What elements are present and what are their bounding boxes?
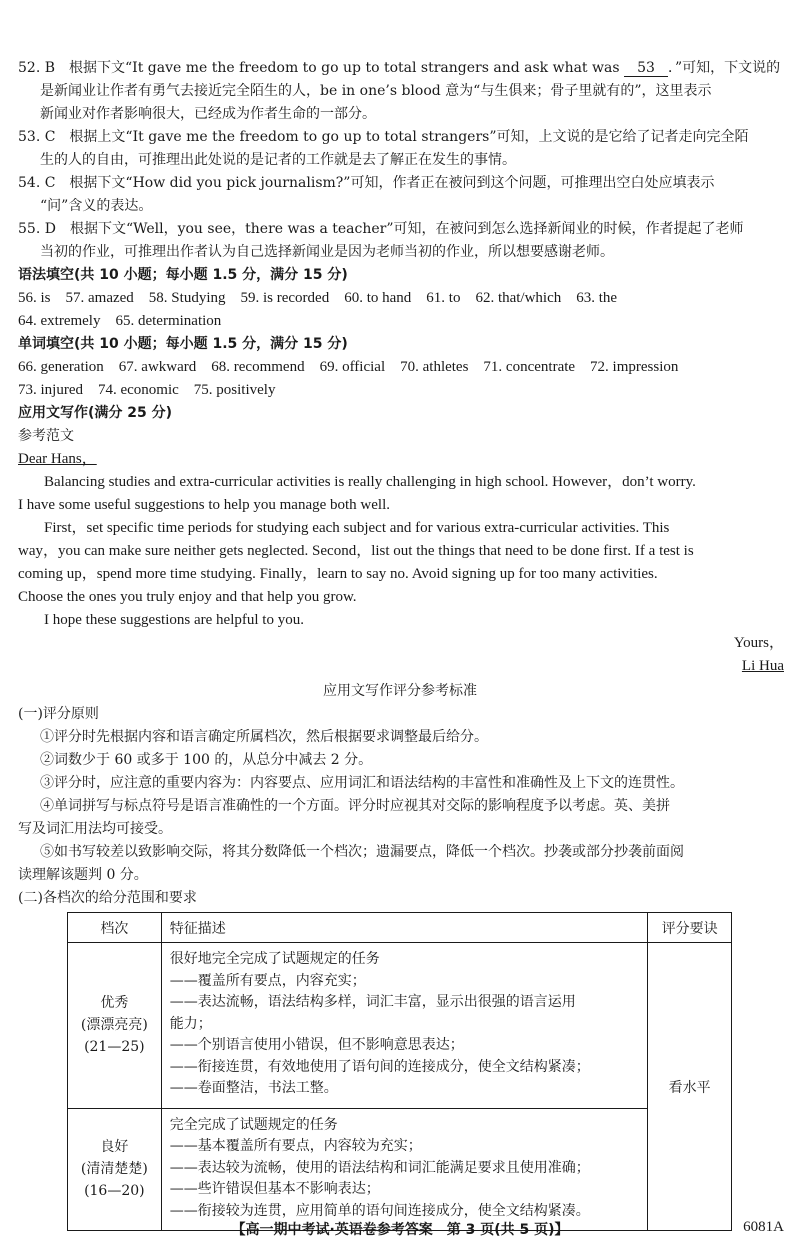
letter-closing: Yours，: [733, 635, 784, 651]
grammar-heading: 语法填空(共 10 小题；每小题 1.5 分，满分 15 分): [18, 267, 348, 283]
rubric-rule: ①评分时先根据内容和语言确定所属档次，然后根据要求调整最后给分。: [40, 729, 488, 745]
rubric-rule: ④单词拼写与标点符号是语言准确性的一个方面。评分时应视其对交际的影响程度予以考虑。英、美拼: [40, 798, 670, 814]
level-name: 良好: [100, 1139, 129, 1156]
letter-p1-line2: I have some useful suggestions to help you manage both well.: [18, 497, 391, 513]
answer-52-text: 52. B 根据下文“It gave me the freedom to go up to total strangers and ask what was: [18, 60, 624, 76]
letter-p2-line4: Choose the ones you truly enjoy and that help you grow.: [18, 589, 357, 605]
rubric-rule: ③评分时，应注意的重要内容为：内容要点、应用词汇和语法结构的丰富性和准确性及上下文的连贯性。: [40, 775, 684, 791]
desc-line: ——个别语言使用小错误，但不影响意思表达；: [169, 1037, 464, 1053]
letter-p3: I hope these suggestions are helpful to you.: [44, 612, 304, 628]
grammar-answers-row1: 56. is 57. amazed 58. Studying 59. is recorded 60. to hand 61. to 62. that/which 63. the: [18, 290, 618, 306]
rubric-rule: 写及词汇用法均可接受。: [18, 821, 172, 837]
paper-code: 6081A: [743, 1219, 784, 1235]
answer-54-line2: “问”含义的表达。: [40, 198, 153, 214]
sample-label: 参考范文: [18, 428, 74, 444]
vocab-heading: 单词填空(共 10 小题；每小题 1.5 分，满分 15 分): [18, 336, 348, 352]
desc-line: 很好地完全完成了试题规定的任务: [169, 951, 380, 967]
answer-52-line3: 新闻业对作者影响很大，已经成为作者生命的一部分。: [40, 106, 376, 122]
letter-p2-line2: way，you can make sure neither gets neglected. Second，list out the things that need to be done first. If a test is: [18, 543, 694, 559]
desc-line: ——衔接连贯，有效地使用了语句间的连接成分，使全文结构紧凑；: [169, 1058, 590, 1075]
letter-p2-line3: coming up，spend more time studying. Finally，learn to say no. Avoid signing up for too many activities.: [18, 566, 658, 582]
desc-line: ——卷面整洁，书法工整。: [169, 1080, 338, 1096]
table-header-description: 特征描述: [161, 913, 648, 943]
level-excellent-description: [161, 943, 648, 1109]
desc-line: ——衔接较为连贯，应用简单的语句间连接成分，使全文结构紧凑。: [169, 1202, 590, 1219]
rubric-sub2: (二)各档次的给分范围和要求: [18, 890, 197, 906]
answer-53-line1: 53. C 根据上文“It gave me the freedom to go up to total strangers”可知，上文说的是它给了记者走向完全陌: [18, 129, 749, 145]
letter-p1-line1: Balancing studies and extra-curricular activities is really challenging in high school. However，don’t worry.: [44, 474, 696, 490]
level-tag: (清清楚楚): [80, 1161, 148, 1178]
answer-52-line2: 是新闻业让作者有勇气去接近完全陌生的人，be in one’s blood 意为“与生俱来；骨子里就有的”，这里表示: [40, 83, 712, 99]
level-tag: (漂漂亮亮): [80, 1017, 148, 1034]
page-footer: 【高一期中考试·英语卷参考答案 第 3 页(共 5 页)】: [231, 1222, 569, 1238]
answer-52-text-tail: ．”可知，下文说的: [667, 60, 781, 76]
answer-55-line1: 55. D 根据下文“Well，you see，there was a teacher”可知，在被问到怎么选择新闻业的时候，作者提起了老师: [18, 221, 744, 237]
answer-52-line1: [18, 58, 780, 78]
rubric-title: 应用文写作评分参考标准: [323, 683, 477, 699]
table-header-key: 评分要诀: [648, 913, 732, 943]
rubric-rule: 读理解该题判 0 分。: [18, 867, 148, 883]
letter-greeting: Dear Hans，: [18, 451, 97, 467]
desc-line: ——表达较为流畅，使用的语法结构和词汇能满足要求且使用准确；: [169, 1159, 590, 1176]
level-excellent: [68, 943, 162, 1109]
rubric-sub1: (一)评分原则: [18, 706, 99, 722]
desc-line: ——些许错误但基本不影响表达；: [169, 1181, 380, 1197]
rubric-rule: ②词数少于 60 或多于 100 的，从总分中减去 2 分。: [40, 752, 373, 768]
answer-55-line2: 当初的作业，可推理出作者认为自己选择新闻业是因为老师当初的作业，所以想要感谢老师。: [40, 244, 614, 260]
level-range: (16—20): [84, 1183, 145, 1200]
desc-line: ——基本覆盖所有要点，内容较为充实；: [169, 1138, 422, 1154]
answer-54-line1: 54. C 根据下文“How did you pick journalism?”可知，作者正在被问到这个问题，可推理出空白处应填表示: [18, 175, 715, 191]
scoring-key-cell: 看水平: [648, 943, 732, 1231]
scoring-table: [67, 912, 732, 1231]
desc-line: 完全完成了试题规定的任务: [169, 1116, 338, 1133]
letter-signature: Li Hua: [741, 658, 784, 674]
rubric-rule: ⑤如书写较差以致影响交际，将其分数降低一个档次；遗漏要点，降低一个档次。抄袭或部分抄袭前面阅: [40, 844, 684, 860]
vocab-answers-row2: 73. injured 74. economic 75. positively: [18, 382, 276, 398]
level-good: [68, 1108, 162, 1231]
level-name: 优秀: [100, 995, 129, 1012]
table-row: [68, 943, 732, 1109]
desc-line: ——表达流畅，语法结构多样，词汇丰富，显示出很强的语言运用: [169, 994, 576, 1010]
letter-p2-line1: First，set specific time periods for studying each subject and for various extra-curricular activities. This: [44, 520, 670, 536]
vocab-answers-row1: 66. generation 67. awkward 68. recommend 69. official 70. athletes 71. concentrate 72. impression: [18, 359, 679, 375]
level-good-description: [161, 1108, 648, 1231]
writing-heading: 应用文写作(满分 25 分): [18, 405, 173, 421]
grammar-answers-row2: 64. extremely 65. determination: [18, 313, 222, 329]
level-range: (21—25): [84, 1039, 145, 1056]
desc-line: ——覆盖所有要点，内容充实；: [169, 972, 366, 989]
answer-blank-53: 53: [624, 60, 668, 77]
table-row: [68, 1108, 732, 1231]
desc-line: 能力；: [169, 1015, 212, 1032]
answer-53-line2: 生的人的自由，可推理出此处说的是记者的工作就是去了解正在发生的事情。: [40, 152, 516, 168]
table-header-level: 档次: [68, 913, 162, 943]
